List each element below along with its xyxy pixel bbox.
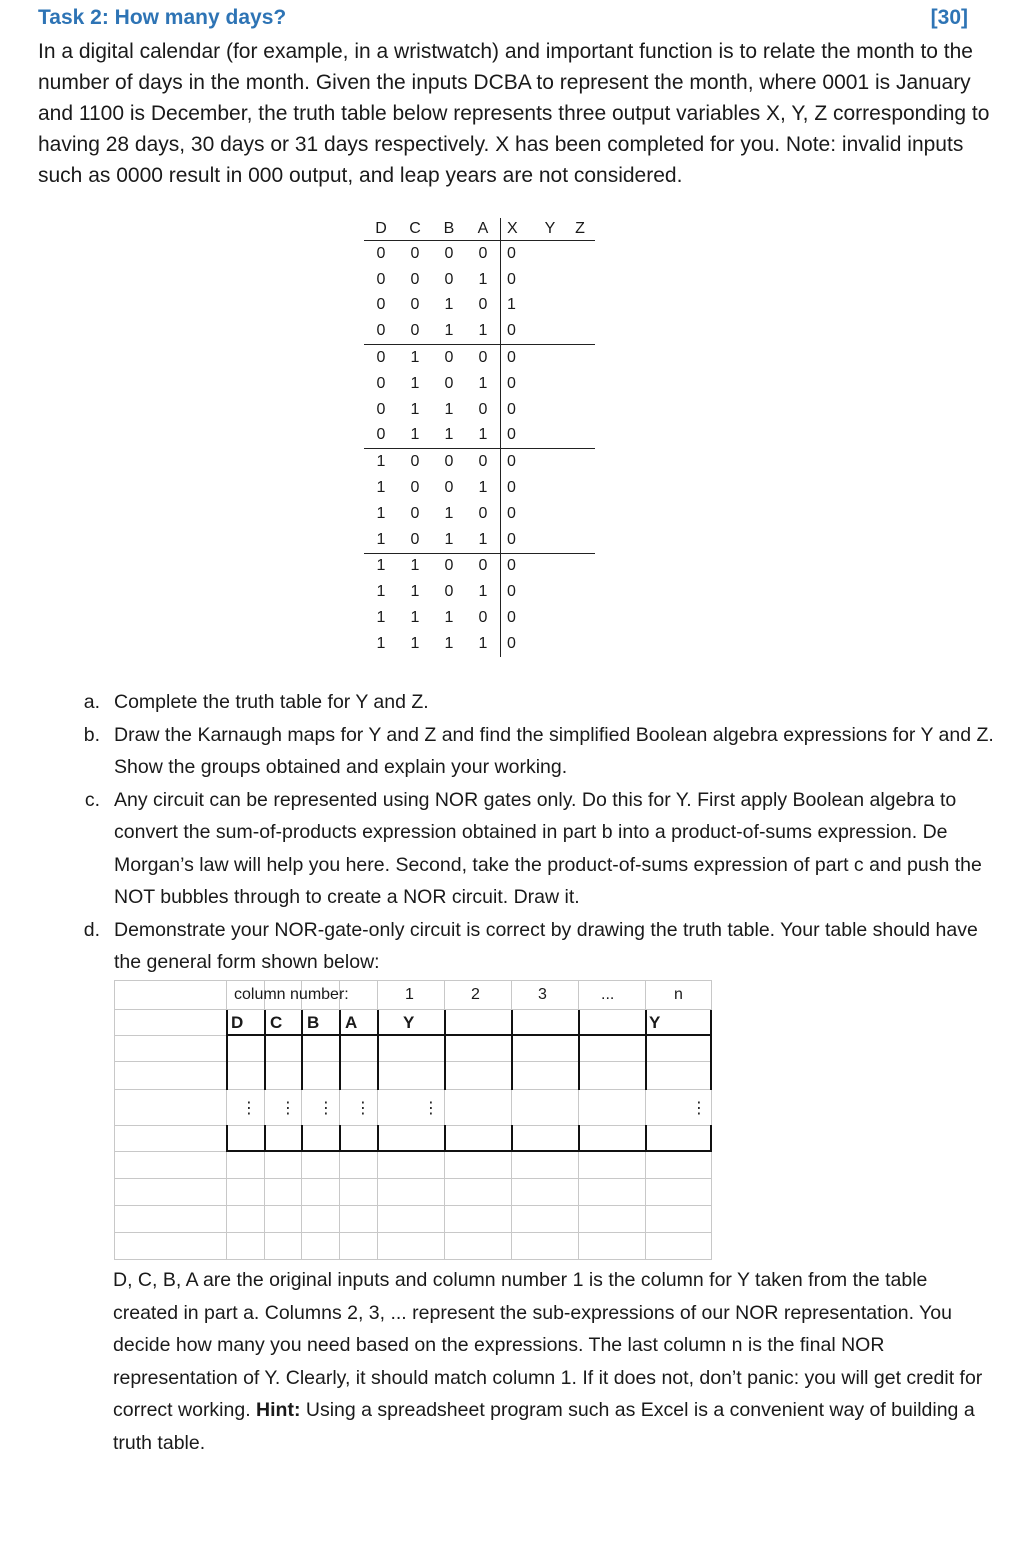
task-title: Task 2: How many days? <box>38 6 287 29</box>
header-y: Y <box>535 218 565 241</box>
cell-c: 1 <box>410 374 420 392</box>
question-list <box>70 686 1000 979</box>
cell-d: 1 <box>376 634 386 652</box>
truth-table-row <box>364 527 595 553</box>
column-number-label: column number: <box>234 986 349 1003</box>
cell-a: 1 <box>478 583 488 601</box>
cell-x: 0 <box>501 605 536 631</box>
cell-c: 0 <box>398 527 432 553</box>
column-border <box>339 1010 341 1090</box>
closing-text: D, C, B, A are the original inputs and column number 1 is the column for Y taken from the table created in part a. Columns 2, 3, ... represent the sub-expressions of our NOR representation. You decide how many you need based on the expressions. The last column n is the final NOR representation of Y. Clearly, it should match column 1. If it does not, don’t panic: you will get credit for correct working. <box>113 1269 983 1421</box>
template-table <box>114 980 712 1260</box>
cell-a: 1 <box>466 423 501 449</box>
cell-a: 1 <box>466 527 501 553</box>
column-border <box>444 1125 446 1152</box>
cell-a: 0 <box>478 349 488 367</box>
cell-d: 0 <box>376 374 386 392</box>
cell-d: 1 <box>376 504 386 522</box>
cell-b: 0 <box>444 453 454 471</box>
column-border <box>264 1125 266 1152</box>
question-text: Draw the Karnaugh maps for Y and Z and find the simplified Boolean algebra expressions for Y and Z. Show the groups obtained and explain your working. <box>114 723 994 778</box>
cell-c: 0 <box>398 318 432 344</box>
column-border <box>710 1125 712 1152</box>
grid-line <box>114 1089 712 1090</box>
cell-b: 1 <box>444 400 454 418</box>
cell-z <box>565 605 595 631</box>
column-border <box>264 1010 266 1090</box>
cell-y <box>535 267 565 293</box>
cell-x: 0 <box>501 345 536 371</box>
cell-a: 1 <box>478 479 488 497</box>
cell-b: 0 <box>444 374 454 392</box>
cell-c: 0 <box>410 453 420 471</box>
cell-y <box>535 631 565 657</box>
column-number-3: 3 <box>538 986 547 1003</box>
truth-table-row <box>364 631 595 657</box>
cell-z <box>565 371 595 397</box>
cell-z <box>565 267 595 293</box>
cell-c: 1 <box>410 609 420 627</box>
cell-b: 1 <box>432 527 466 553</box>
cell-x: 0 <box>501 631 536 657</box>
cell-b: 0 <box>444 244 454 262</box>
question-b <box>70 719 1000 784</box>
truth-table-row <box>364 293 595 319</box>
grid-line <box>114 1009 712 1010</box>
cell-z <box>565 501 595 527</box>
ellipsis-b: ⋮ <box>318 1100 334 1117</box>
column-border <box>511 1010 513 1090</box>
cell-a: 0 <box>478 557 488 575</box>
cell-a: 0 <box>478 296 488 314</box>
cell-c: 1 <box>410 349 420 367</box>
grid-line <box>114 1178 712 1179</box>
cell-x: 0 <box>501 579 536 605</box>
column-number-n: n <box>674 986 683 1003</box>
cell-x: 0 <box>501 501 536 527</box>
question-a <box>70 686 1000 719</box>
column-border <box>226 1125 228 1152</box>
header-d: D <box>364 218 398 241</box>
cell-y <box>535 371 565 397</box>
ellipsis-n: ⋮ <box>691 1100 707 1117</box>
cell-c: 1 <box>410 400 420 418</box>
column-border <box>301 1125 303 1152</box>
cell-y <box>535 501 565 527</box>
question-d <box>70 914 1000 979</box>
cell-z <box>565 527 595 553</box>
grid-line <box>114 1259 712 1260</box>
ellipsis-y: ⋮ <box>423 1100 439 1117</box>
cell-z <box>565 449 595 475</box>
cell-d: 1 <box>376 583 386 601</box>
column-border <box>377 1125 379 1152</box>
cell-a: 0 <box>478 504 488 522</box>
truth-table-row <box>364 423 595 449</box>
column-border <box>444 1010 446 1090</box>
cell-a: 0 <box>478 609 488 627</box>
cell-b: 0 <box>444 270 454 288</box>
hint-text: Using a spreadsheet program such as Excel is a convenient way of building a truth table. <box>113 1399 975 1454</box>
cell-a: 0 <box>478 453 488 471</box>
truth-table <box>364 218 595 657</box>
input-b-label: B <box>307 1013 320 1032</box>
cell-d: 0 <box>376 270 386 288</box>
final-y-label: Y <box>649 1013 661 1032</box>
cell-d: 0 <box>376 349 386 367</box>
cell-z <box>565 318 595 344</box>
cell-z <box>565 293 595 319</box>
truth-table-row <box>364 449 595 475</box>
column-border <box>578 1010 580 1090</box>
truth-table-row <box>364 501 595 527</box>
grid-line <box>114 1061 712 1062</box>
column-border <box>645 1125 647 1152</box>
cell-x: 0 <box>501 318 536 344</box>
cell-c: 0 <box>410 296 420 314</box>
task-marks: [30] <box>930 6 968 29</box>
cell-x: 0 <box>501 241 536 267</box>
cell-b: 0 <box>444 557 454 575</box>
truth-table-row <box>364 267 595 293</box>
input-d-label: D <box>231 1013 244 1032</box>
cell-y <box>535 397 565 423</box>
column-number-1: 1 <box>405 986 414 1003</box>
cell-c: 0 <box>410 244 420 262</box>
question-text: Demonstrate your NOR-gate-only circuit is correct by drawing the truth table. Your table should have the general form shown below: <box>114 918 978 973</box>
question-text: Complete the truth table for Y and Z. <box>114 691 429 713</box>
question-label: c. <box>84 788 100 811</box>
column-border <box>511 1125 513 1152</box>
question-label: d. <box>83 918 100 941</box>
header-z: Z <box>565 218 595 241</box>
cell-d: 1 <box>364 527 398 553</box>
cell-b: 0 <box>444 479 454 497</box>
cell-x: 0 <box>501 475 536 501</box>
cell-z <box>565 397 595 423</box>
cell-y <box>535 475 565 501</box>
header-b: B <box>432 218 466 241</box>
grid-line <box>114 1232 712 1233</box>
cell-d: 0 <box>364 423 398 449</box>
ellipsis-c: ⋮ <box>280 1100 296 1117</box>
cell-c: 1 <box>410 583 420 601</box>
header-a: A <box>466 218 501 241</box>
y-column-label: Y <box>403 1013 415 1032</box>
grid-line <box>114 980 712 981</box>
truth-table-row <box>364 605 595 631</box>
cell-y <box>535 553 565 579</box>
cell-z <box>565 579 595 605</box>
truth-table-row <box>364 241 595 267</box>
question-label: a. <box>83 691 100 713</box>
cell-b: 1 <box>432 423 466 449</box>
cell-x: 0 <box>501 449 536 475</box>
cell-c: 1 <box>398 423 432 449</box>
column-border <box>339 1125 341 1152</box>
cell-x: 0 <box>501 267 536 293</box>
cell-z <box>565 345 595 371</box>
column-border <box>377 1010 379 1090</box>
cell-y <box>535 423 565 449</box>
input-c-label: C <box>270 1013 283 1032</box>
cell-b: 0 <box>444 583 454 601</box>
cell-b: 1 <box>444 634 454 652</box>
hint-label: Hint: <box>256 1399 301 1421</box>
cell-b: 1 <box>444 609 454 627</box>
cell-b: 1 <box>444 296 454 314</box>
cell-z <box>565 241 595 267</box>
column-number-2: 2 <box>471 986 480 1003</box>
cell-c: 1 <box>410 557 420 575</box>
input-a-label: A <box>345 1013 358 1032</box>
grid-line <box>114 980 115 1260</box>
closing-paragraph <box>113 1264 993 1459</box>
column-border <box>226 1010 228 1090</box>
truth-table-row <box>364 371 595 397</box>
cell-a: 1 <box>478 374 488 392</box>
cell-d: 0 <box>376 400 386 418</box>
bottom-rule <box>226 1150 712 1152</box>
cell-d: 1 <box>376 557 386 575</box>
cell-y <box>535 579 565 605</box>
cell-x: 0 <box>501 423 536 449</box>
cell-x: 0 <box>501 371 536 397</box>
cell-d: 0 <box>364 318 398 344</box>
cell-d: 1 <box>376 453 386 471</box>
truth-table-body <box>364 241 595 657</box>
column-border <box>578 1125 580 1152</box>
column-number-ellipsis: ... <box>601 986 615 1003</box>
column-border <box>301 1010 303 1090</box>
column-border <box>645 1010 647 1090</box>
cell-b: 1 <box>444 504 454 522</box>
cell-c: 0 <box>410 270 420 288</box>
cell-x: 1 <box>501 293 536 319</box>
cell-y <box>535 605 565 631</box>
header-x: X <box>501 218 536 241</box>
cell-x: 0 <box>501 397 536 423</box>
cell-a: 0 <box>478 400 488 418</box>
column-border <box>710 1010 712 1090</box>
header-c: C <box>398 218 432 241</box>
intro-paragraph: In a digital calendar (for example, in a wristwatch) and important function is to relate the month to the number of days in the month. Given the inputs DCBA to represent the month, where 0001 is January and 1100 is December, the truth table below represents three output variables X, Y, Z corresponding to having 28 days, 30 days or 31 days respectively. X has been completed for you. Note: invalid inputs such as 0000 result in 000 output, and leap years are not considered. <box>38 40 990 187</box>
cell-d: 1 <box>376 479 386 497</box>
cell-b: 0 <box>444 349 454 367</box>
cell-z <box>565 423 595 449</box>
cell-a: 1 <box>466 318 501 344</box>
cell-c: 1 <box>410 634 420 652</box>
truth-table-row <box>364 475 595 501</box>
cell-x: 0 <box>501 553 536 579</box>
cell-z <box>565 553 595 579</box>
cell-y <box>535 241 565 267</box>
ellipsis-d: ⋮ <box>241 1100 257 1117</box>
cell-y <box>535 527 565 553</box>
truth-table-row <box>364 397 595 423</box>
cell-d: 1 <box>376 609 386 627</box>
cell-c: 0 <box>410 479 420 497</box>
question-text: Any circuit can be represented using NOR gates only. Do this for Y. First apply Boolean algebra to convert the sum-of-products expression obtained in part b into a product-of-sums expression. De Morgan’s law will help you here. Second, take the product-of-sums expression of part c and push the NOT bubbles through to create a NOR circuit. Draw it. <box>114 788 982 908</box>
cell-y <box>535 293 565 319</box>
cell-c: 0 <box>410 504 420 522</box>
cell-x: 0 <box>501 527 536 553</box>
grid-line <box>114 1125 712 1126</box>
cell-b: 1 <box>432 318 466 344</box>
header-rule <box>226 1034 712 1036</box>
cell-z <box>565 475 595 501</box>
cell-y <box>535 318 565 344</box>
ellipsis-a: ⋮ <box>355 1100 371 1117</box>
cell-a: 1 <box>478 634 488 652</box>
question-label: b. <box>83 723 100 746</box>
cell-y <box>535 345 565 371</box>
cell-d: 0 <box>376 296 386 314</box>
cell-z <box>565 631 595 657</box>
question-c <box>70 784 1000 914</box>
truth-table-header <box>364 218 595 241</box>
cell-y <box>535 449 565 475</box>
cell-d: 0 <box>376 244 386 262</box>
cell-a: 0 <box>478 244 488 262</box>
truth-table-row <box>364 345 595 371</box>
cell-a: 1 <box>478 270 488 288</box>
grid-line <box>114 1205 712 1206</box>
truth-table-row <box>364 318 595 344</box>
truth-table-row <box>364 579 595 605</box>
truth-table-row <box>364 553 595 579</box>
